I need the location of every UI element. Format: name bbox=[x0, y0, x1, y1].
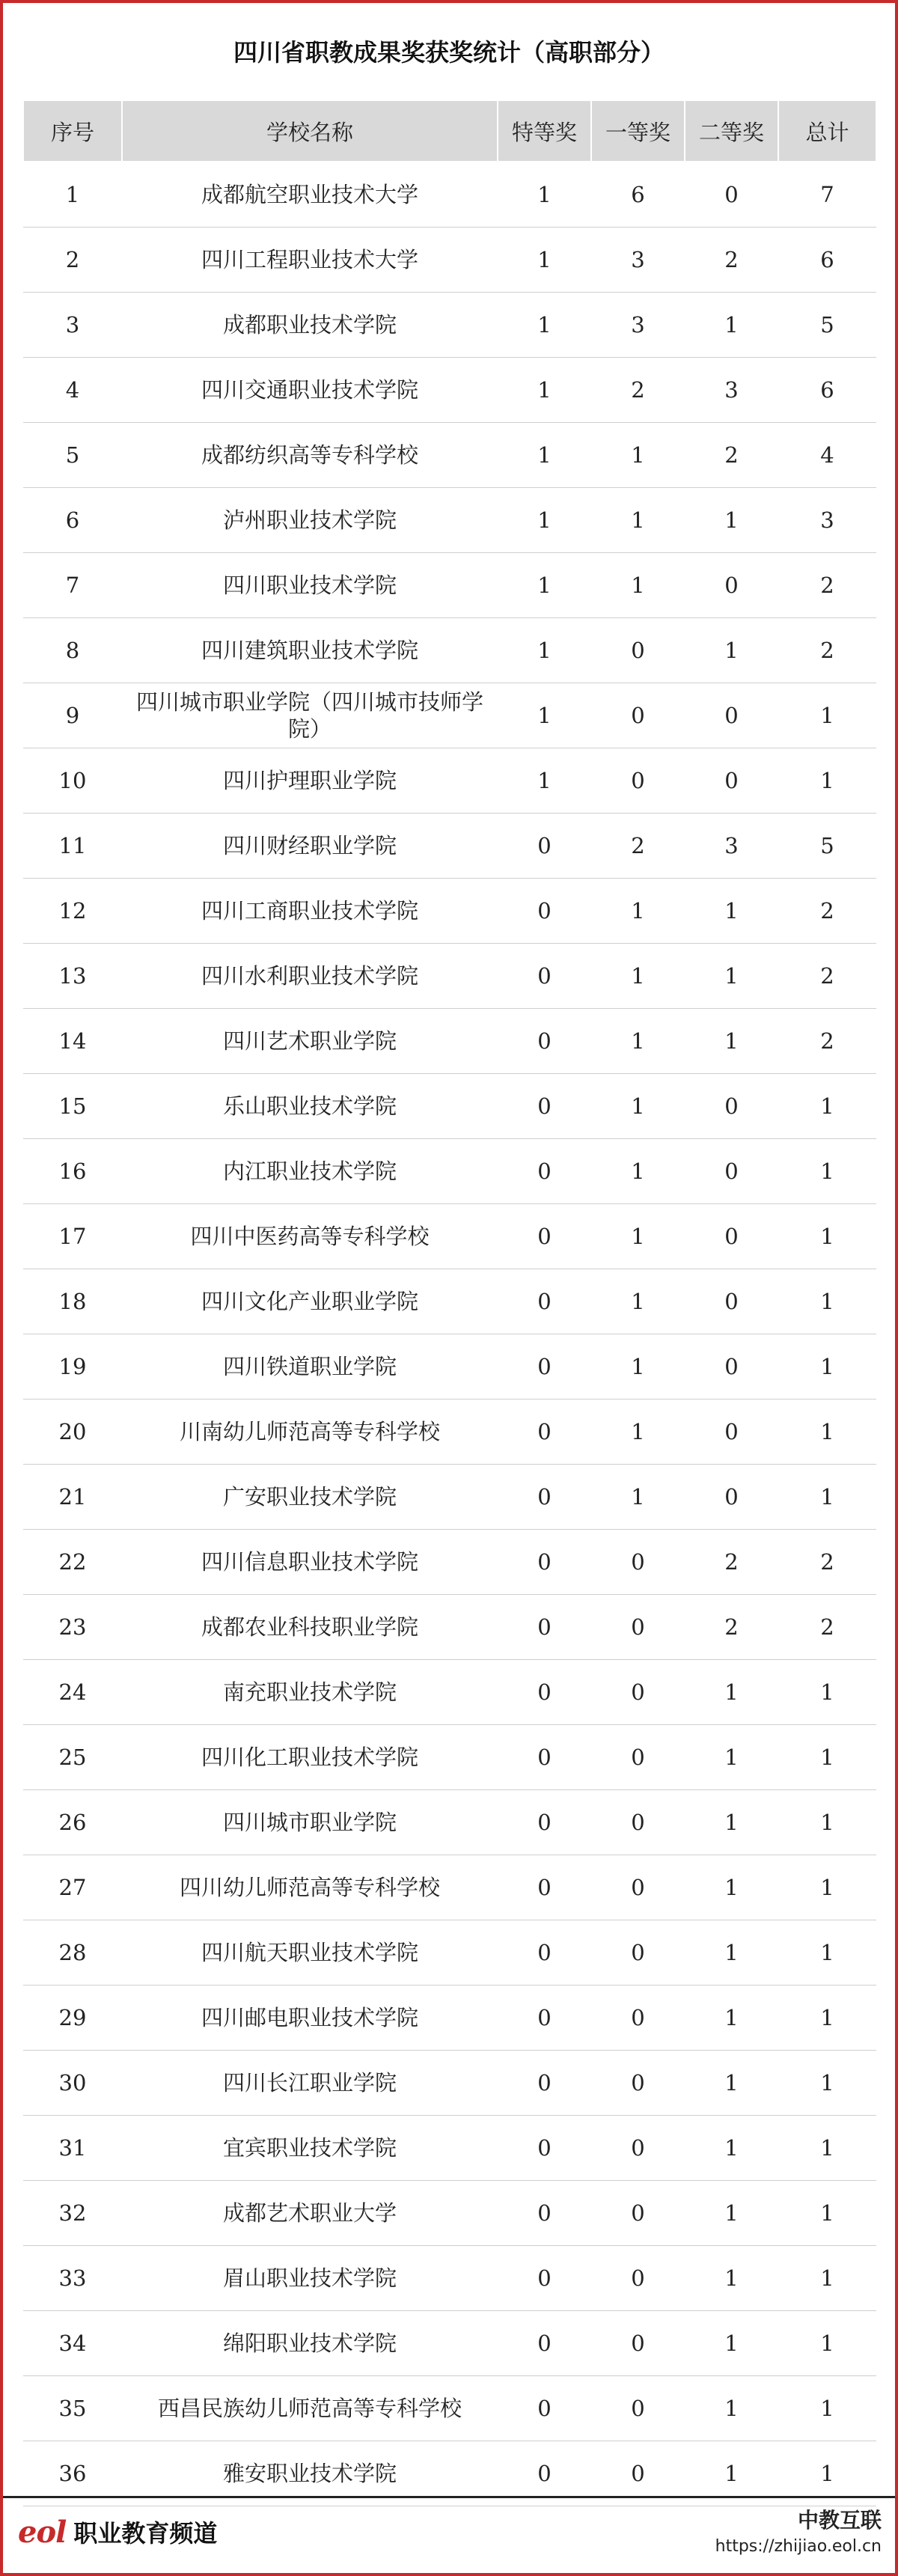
cell-second-prize: 1 bbox=[685, 488, 778, 553]
cell-index: 26 bbox=[23, 1790, 122, 1855]
cell-first-prize: 0 bbox=[591, 2246, 685, 2311]
table-row bbox=[23, 1986, 876, 2051]
table-row bbox=[23, 2311, 876, 2376]
table-row bbox=[23, 1920, 876, 1986]
cell-index: 2 bbox=[23, 228, 122, 293]
cell-special-prize: 1 bbox=[498, 358, 591, 423]
cell-first-prize: 1 bbox=[591, 1204, 685, 1269]
cell-total: 7 bbox=[778, 162, 876, 228]
footer-divider bbox=[3, 2496, 895, 2498]
cell-index: 16 bbox=[23, 1139, 122, 1204]
cell-school-name: 四川幼儿师范高等专科学校 bbox=[122, 1855, 498, 1920]
table-row bbox=[23, 358, 876, 423]
cell-index: 33 bbox=[23, 2246, 122, 2311]
cell-school-name: 西昌民族幼儿师范高等专科学校 bbox=[122, 2376, 498, 2441]
cell-first-prize: 1 bbox=[591, 1269, 685, 1334]
cell-school-name: 四川职业技术学院 bbox=[122, 553, 498, 618]
cell-second-prize: 2 bbox=[685, 228, 778, 293]
cell-first-prize: 1 bbox=[591, 1009, 685, 1074]
cell-school-name: 眉山职业技术学院 bbox=[122, 2246, 498, 2311]
cell-total: 1 bbox=[778, 748, 876, 814]
cell-first-prize: 1 bbox=[591, 879, 685, 944]
cell-school-name: 四川化工职业技术学院 bbox=[122, 1725, 498, 1790]
cell-first-prize: 0 bbox=[591, 683, 685, 748]
cell-special-prize: 0 bbox=[498, 1725, 591, 1790]
cell-second-prize: 0 bbox=[685, 683, 778, 748]
cell-school-name: 雅安职业技术学院 bbox=[122, 2441, 498, 2506]
cell-first-prize: 0 bbox=[591, 1920, 685, 1986]
footer-brand-block bbox=[715, 2506, 882, 2558]
cell-total: 1 bbox=[778, 2116, 876, 2181]
table-row bbox=[23, 2181, 876, 2246]
cell-second-prize: 0 bbox=[685, 553, 778, 618]
cell-index: 1 bbox=[23, 162, 122, 228]
cell-total: 1 bbox=[778, 2181, 876, 2246]
cell-index: 21 bbox=[23, 1465, 122, 1530]
table-row bbox=[23, 683, 876, 748]
cell-first-prize: 0 bbox=[591, 1595, 685, 1660]
cell-second-prize: 0 bbox=[685, 1269, 778, 1334]
cell-first-prize: 0 bbox=[591, 2051, 685, 2116]
cell-second-prize: 2 bbox=[685, 1595, 778, 1660]
cell-special-prize: 0 bbox=[498, 1855, 591, 1920]
cell-total: 1 bbox=[778, 2441, 876, 2506]
cell-index: 36 bbox=[23, 2441, 122, 2506]
cell-school-name: 四川财经职业学院 bbox=[122, 814, 498, 879]
cell-first-prize: 0 bbox=[591, 2311, 685, 2376]
cell-school-name: 广安职业技术学院 bbox=[122, 1465, 498, 1530]
cell-first-prize: 1 bbox=[591, 1334, 685, 1400]
table-row bbox=[23, 293, 876, 358]
cell-school-name: 成都航空职业技术大学 bbox=[122, 162, 498, 228]
cell-total: 1 bbox=[778, 1920, 876, 1986]
cell-special-prize: 0 bbox=[498, 2116, 591, 2181]
cell-school-name: 四川建筑职业技术学院 bbox=[122, 618, 498, 683]
cell-second-prize: 3 bbox=[685, 814, 778, 879]
cell-index: 18 bbox=[23, 1269, 122, 1334]
table-row bbox=[23, 1660, 876, 1725]
cell-school-name: 四川交通职业技术学院 bbox=[122, 358, 498, 423]
table-row bbox=[23, 748, 876, 814]
cell-index: 4 bbox=[23, 358, 122, 423]
cell-school-name: 四川航天职业技术学院 bbox=[122, 1920, 498, 1986]
cell-special-prize: 1 bbox=[498, 618, 591, 683]
cell-total: 5 bbox=[778, 293, 876, 358]
footer-logo bbox=[18, 2506, 217, 2558]
cell-school-name: 四川铁道职业学院 bbox=[122, 1334, 498, 1400]
cell-first-prize: 0 bbox=[591, 618, 685, 683]
cell-second-prize: 1 bbox=[685, 2116, 778, 2181]
cell-first-prize: 1 bbox=[591, 1465, 685, 1530]
cell-first-prize: 0 bbox=[591, 1660, 685, 1725]
cell-index: 28 bbox=[23, 1920, 122, 1986]
cell-total: 5 bbox=[778, 814, 876, 879]
cell-special-prize: 0 bbox=[498, 2311, 591, 2376]
cell-school-name: 四川城市职业学院 bbox=[122, 1790, 498, 1855]
table-row bbox=[23, 879, 876, 944]
cell-first-prize: 3 bbox=[591, 228, 685, 293]
cell-total: 2 bbox=[778, 618, 876, 683]
cell-second-prize: 1 bbox=[685, 1986, 778, 2051]
cell-total: 2 bbox=[778, 879, 876, 944]
table-row bbox=[23, 162, 876, 228]
cell-first-prize: 1 bbox=[591, 944, 685, 1009]
cell-second-prize: 1 bbox=[685, 1855, 778, 1920]
table-row bbox=[23, 1009, 876, 1074]
cell-first-prize: 0 bbox=[591, 748, 685, 814]
page-title: 四川省职教成果奖获奖统计（高职部分） bbox=[233, 38, 665, 67]
cell-total: 1 bbox=[778, 1269, 876, 1334]
cell-second-prize: 0 bbox=[685, 1400, 778, 1465]
cell-index: 24 bbox=[23, 1660, 122, 1725]
cell-special-prize: 0 bbox=[498, 1920, 591, 1986]
cell-second-prize: 1 bbox=[685, 879, 778, 944]
cell-school-name: 四川邮电职业技术学院 bbox=[122, 1986, 498, 2051]
cell-total: 1 bbox=[778, 1139, 876, 1204]
cell-school-name: 四川水利职业技术学院 bbox=[122, 944, 498, 1009]
cell-total: 1 bbox=[778, 1465, 876, 1530]
cell-total: 4 bbox=[778, 423, 876, 488]
table-row bbox=[23, 944, 876, 1009]
cell-school-name: 四川文化产业职业学院 bbox=[122, 1269, 498, 1334]
cell-special-prize: 1 bbox=[498, 683, 591, 748]
table-row bbox=[23, 423, 876, 488]
cell-second-prize: 0 bbox=[685, 1204, 778, 1269]
cell-school-name: 成都农业科技职业学院 bbox=[122, 1595, 498, 1660]
cell-second-prize: 1 bbox=[685, 1660, 778, 1725]
cell-special-prize: 0 bbox=[498, 1269, 591, 1334]
cell-total: 2 bbox=[778, 944, 876, 1009]
header-second-prize: 二等奖 bbox=[685, 100, 778, 162]
cell-school-name: 泸州职业技术学院 bbox=[122, 488, 498, 553]
cell-total: 1 bbox=[778, 2246, 876, 2311]
table-row bbox=[23, 1855, 876, 1920]
cell-total: 1 bbox=[778, 1074, 876, 1139]
cell-school-name: 成都艺术职业大学 bbox=[122, 2181, 498, 2246]
cell-second-prize: 1 bbox=[685, 2246, 778, 2311]
cell-special-prize: 0 bbox=[498, 1790, 591, 1855]
cell-first-prize: 0 bbox=[591, 1725, 685, 1790]
cell-second-prize: 2 bbox=[685, 423, 778, 488]
site-url: https://zhijiao.eol.cn bbox=[715, 2537, 882, 2556]
channel-name: 职业教育频道 bbox=[73, 2519, 218, 2548]
cell-second-prize: 0 bbox=[685, 162, 778, 228]
cell-school-name: 四川信息职业技术学院 bbox=[122, 1530, 498, 1595]
cell-special-prize: 0 bbox=[498, 1400, 591, 1465]
table-row bbox=[23, 1595, 876, 1660]
cell-special-prize: 1 bbox=[498, 423, 591, 488]
table-row bbox=[23, 1790, 876, 1855]
cell-special-prize: 0 bbox=[498, 2246, 591, 2311]
cell-second-prize: 0 bbox=[685, 1465, 778, 1530]
cell-index: 3 bbox=[23, 293, 122, 358]
eol-logo-icon: eol bbox=[18, 2514, 67, 2550]
cell-first-prize: 1 bbox=[591, 553, 685, 618]
table-row bbox=[23, 1530, 876, 1595]
cell-index: 7 bbox=[23, 553, 122, 618]
cell-second-prize: 0 bbox=[685, 1074, 778, 1139]
cell-second-prize: 1 bbox=[685, 2051, 778, 2116]
cell-second-prize: 1 bbox=[685, 1920, 778, 1986]
cell-school-name: 四川工程职业技术大学 bbox=[122, 228, 498, 293]
table-row bbox=[23, 1400, 876, 1465]
cell-total: 6 bbox=[778, 228, 876, 293]
cell-total: 1 bbox=[778, 1400, 876, 1465]
cell-special-prize: 0 bbox=[498, 944, 591, 1009]
cell-index: 25 bbox=[23, 1725, 122, 1790]
cell-index: 22 bbox=[23, 1530, 122, 1595]
cell-school-name: 四川长江职业学院 bbox=[122, 2051, 498, 2116]
cell-special-prize: 0 bbox=[498, 1660, 591, 1725]
header-total: 总计 bbox=[778, 100, 876, 162]
cell-special-prize: 0 bbox=[498, 1139, 591, 1204]
cell-first-prize: 0 bbox=[591, 1986, 685, 2051]
cell-first-prize: 2 bbox=[591, 814, 685, 879]
cell-index: 10 bbox=[23, 748, 122, 814]
cell-first-prize: 6 bbox=[591, 162, 685, 228]
cell-second-prize: 1 bbox=[685, 2441, 778, 2506]
cell-school-name: 四川工商职业技术学院 bbox=[122, 879, 498, 944]
table-row bbox=[23, 2246, 876, 2311]
cell-index: 32 bbox=[23, 2181, 122, 2246]
cell-first-prize: 1 bbox=[591, 423, 685, 488]
table-row bbox=[23, 2376, 876, 2441]
table-row bbox=[23, 1204, 876, 1269]
cell-index: 31 bbox=[23, 2116, 122, 2181]
table-row bbox=[23, 553, 876, 618]
cell-first-prize: 1 bbox=[591, 1139, 685, 1204]
cell-second-prize: 1 bbox=[685, 1790, 778, 1855]
cell-total: 2 bbox=[778, 1530, 876, 1595]
cell-special-prize: 0 bbox=[498, 1530, 591, 1595]
cell-index: 12 bbox=[23, 879, 122, 944]
header-first-prize: 一等奖 bbox=[591, 100, 685, 162]
awards-table bbox=[22, 100, 877, 2506]
cell-school-name: 南充职业技术学院 bbox=[122, 1660, 498, 1725]
cell-first-prize: 0 bbox=[591, 1790, 685, 1855]
table-row bbox=[23, 1725, 876, 1790]
cell-special-prize: 0 bbox=[498, 1009, 591, 1074]
cell-index: 34 bbox=[23, 2311, 122, 2376]
cell-school-name: 四川艺术职业学院 bbox=[122, 1009, 498, 1074]
cell-index: 17 bbox=[23, 1204, 122, 1269]
cell-total: 1 bbox=[778, 1204, 876, 1269]
cell-school-name: 乐山职业技术学院 bbox=[122, 1074, 498, 1139]
cell-school-name: 四川中医药高等专科学校 bbox=[122, 1204, 498, 1269]
cell-second-prize: 1 bbox=[685, 2181, 778, 2246]
cell-second-prize: 0 bbox=[685, 1334, 778, 1400]
cell-special-prize: 0 bbox=[498, 1334, 591, 1400]
cell-school-name: 宜宾职业技术学院 bbox=[122, 2116, 498, 2181]
cell-first-prize: 0 bbox=[591, 2116, 685, 2181]
cell-total: 1 bbox=[778, 1334, 876, 1400]
cell-second-prize: 1 bbox=[685, 618, 778, 683]
table-row bbox=[23, 814, 876, 879]
cell-index: 5 bbox=[23, 423, 122, 488]
cell-special-prize: 0 bbox=[498, 2441, 591, 2506]
cell-first-prize: 0 bbox=[591, 1855, 685, 1920]
cell-index: 20 bbox=[23, 1400, 122, 1465]
cell-total: 2 bbox=[778, 1009, 876, 1074]
cell-school-name: 成都职业技术学院 bbox=[122, 293, 498, 358]
cell-special-prize: 0 bbox=[498, 879, 591, 944]
cell-special-prize: 0 bbox=[498, 2181, 591, 2246]
cell-index: 35 bbox=[23, 2376, 122, 2441]
table-row bbox=[23, 1465, 876, 1530]
header-index: 序号 bbox=[23, 100, 122, 162]
brand-name: 中教互联 bbox=[797, 2508, 882, 2533]
table-row bbox=[23, 1269, 876, 1334]
cell-special-prize: 0 bbox=[498, 1465, 591, 1530]
cell-first-prize: 1 bbox=[591, 1400, 685, 1465]
cell-first-prize: 0 bbox=[591, 2376, 685, 2441]
cell-second-prize: 1 bbox=[685, 2376, 778, 2441]
cell-first-prize: 0 bbox=[591, 1530, 685, 1595]
cell-index: 23 bbox=[23, 1595, 122, 1660]
cell-school-name: 川南幼儿师范高等专科学校 bbox=[122, 1400, 498, 1465]
cell-total: 1 bbox=[778, 1790, 876, 1855]
cell-special-prize: 0 bbox=[498, 2051, 591, 2116]
cell-second-prize: 1 bbox=[685, 2311, 778, 2376]
cell-special-prize: 0 bbox=[498, 1204, 591, 1269]
cell-index: 14 bbox=[23, 1009, 122, 1074]
cell-special-prize: 0 bbox=[498, 1986, 591, 2051]
table-row bbox=[23, 1074, 876, 1139]
cell-total: 1 bbox=[778, 2376, 876, 2441]
cell-index: 8 bbox=[23, 618, 122, 683]
cell-second-prize: 1 bbox=[685, 293, 778, 358]
table-row bbox=[23, 618, 876, 683]
table-row bbox=[23, 1334, 876, 1400]
cell-total: 1 bbox=[778, 1986, 876, 2051]
cell-second-prize: 2 bbox=[685, 1530, 778, 1595]
table-row bbox=[23, 1139, 876, 1204]
cell-first-prize: 1 bbox=[591, 1074, 685, 1139]
header-special-prize: 特等奖 bbox=[498, 100, 591, 162]
cell-school-name: 内江职业技术学院 bbox=[122, 1139, 498, 1204]
cell-index: 13 bbox=[23, 944, 122, 1009]
cell-school-name: 成都纺织高等专科学校 bbox=[122, 423, 498, 488]
cell-index: 30 bbox=[23, 2051, 122, 2116]
cell-special-prize: 0 bbox=[498, 2376, 591, 2441]
cell-special-prize: 1 bbox=[498, 748, 591, 814]
cell-index: 15 bbox=[23, 1074, 122, 1139]
table-row bbox=[23, 2051, 876, 2116]
cell-total: 1 bbox=[778, 2051, 876, 2116]
cell-first-prize: 1 bbox=[591, 488, 685, 553]
table-header-row bbox=[23, 100, 876, 162]
table-row bbox=[23, 228, 876, 293]
cell-index: 19 bbox=[23, 1334, 122, 1400]
cell-special-prize: 1 bbox=[498, 488, 591, 553]
cell-second-prize: 3 bbox=[685, 358, 778, 423]
cell-second-prize: 1 bbox=[685, 1725, 778, 1790]
cell-index: 11 bbox=[23, 814, 122, 879]
cell-total: 1 bbox=[778, 1725, 876, 1790]
cell-total: 3 bbox=[778, 488, 876, 553]
cell-second-prize: 1 bbox=[685, 1009, 778, 1074]
cell-index: 29 bbox=[23, 1986, 122, 2051]
table-row bbox=[23, 488, 876, 553]
cell-first-prize: 3 bbox=[591, 293, 685, 358]
cell-first-prize: 0 bbox=[591, 2441, 685, 2506]
cell-special-prize: 1 bbox=[498, 162, 591, 228]
cell-index: 9 bbox=[23, 683, 122, 748]
cell-special-prize: 0 bbox=[498, 1074, 591, 1139]
table-row bbox=[23, 2116, 876, 2181]
cell-second-prize: 0 bbox=[685, 1139, 778, 1204]
cell-first-prize: 2 bbox=[591, 358, 685, 423]
cell-second-prize: 0 bbox=[685, 748, 778, 814]
cell-special-prize: 1 bbox=[498, 293, 591, 358]
cell-index: 27 bbox=[23, 1855, 122, 1920]
cell-school-name: 四川护理职业学院 bbox=[122, 748, 498, 814]
cell-total: 6 bbox=[778, 358, 876, 423]
cell-special-prize: 1 bbox=[498, 228, 591, 293]
cell-special-prize: 0 bbox=[498, 814, 591, 879]
cell-special-prize: 1 bbox=[498, 553, 591, 618]
cell-total: 1 bbox=[778, 683, 876, 748]
cell-second-prize: 1 bbox=[685, 944, 778, 1009]
cell-total: 2 bbox=[778, 1595, 876, 1660]
cell-total: 1 bbox=[778, 1660, 876, 1725]
cell-total: 2 bbox=[778, 553, 876, 618]
cell-first-prize: 0 bbox=[591, 2181, 685, 2246]
header-school-name: 学校名称 bbox=[122, 100, 498, 162]
cell-school-name: 四川城市职业学院（四川城市技师学院） bbox=[122, 683, 498, 748]
cell-school-name: 绵阳职业技术学院 bbox=[122, 2311, 498, 2376]
cell-special-prize: 0 bbox=[498, 1595, 591, 1660]
cell-total: 1 bbox=[778, 2311, 876, 2376]
cell-total: 1 bbox=[778, 1855, 876, 1920]
cell-index: 6 bbox=[23, 488, 122, 553]
